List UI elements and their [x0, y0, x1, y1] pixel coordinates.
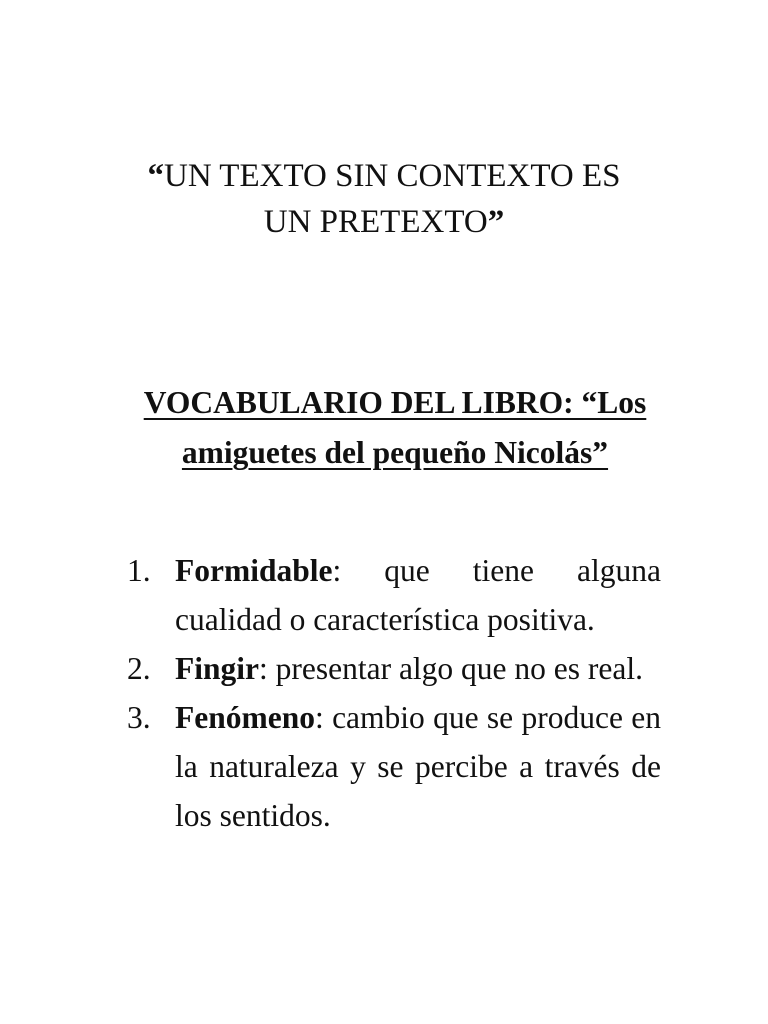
item-number: 3.: [127, 700, 151, 735]
item-separator: :: [314, 700, 324, 735]
motto-open-quote: “: [147, 158, 164, 194]
vocabulary-heading: [110, 378, 680, 478]
item-definition: que tiene alguna cualidad o característica positiva.: [175, 553, 661, 637]
item-number: 1.: [127, 553, 151, 588]
motto-line-2: UN PRETEXTO: [263, 204, 488, 240]
vocabulary-list: [127, 546, 661, 840]
motto-title: [0, 153, 768, 245]
item-separator: :: [332, 553, 342, 588]
item-separator: :: [259, 651, 268, 686]
item-number: 2.: [127, 651, 151, 686]
vocabulary-item: [127, 693, 661, 840]
vocabulary-item: [127, 546, 661, 644]
vocabulary-heading-line-2: amiguetes del pequeño Nicolás”: [181, 435, 609, 470]
vocabulary-heading-line-1: VOCABULARIO DEL LIBRO: “Los: [143, 385, 647, 420]
item-term: Fingir: [175, 651, 259, 686]
item-term: Fenómeno: [175, 700, 315, 735]
item-term: Formidable: [175, 553, 333, 588]
vocabulary-item: [127, 644, 661, 693]
motto-close-quote: ”: [487, 204, 505, 240]
motto-line-1: UN TEXTO SIN CONTEXTO ES: [163, 158, 621, 194]
item-definition: presentar algo que no es real.: [275, 651, 643, 686]
item-definition: cambio que se produce en la naturaleza y se percibe a través de los sentidos.: [175, 700, 661, 833]
